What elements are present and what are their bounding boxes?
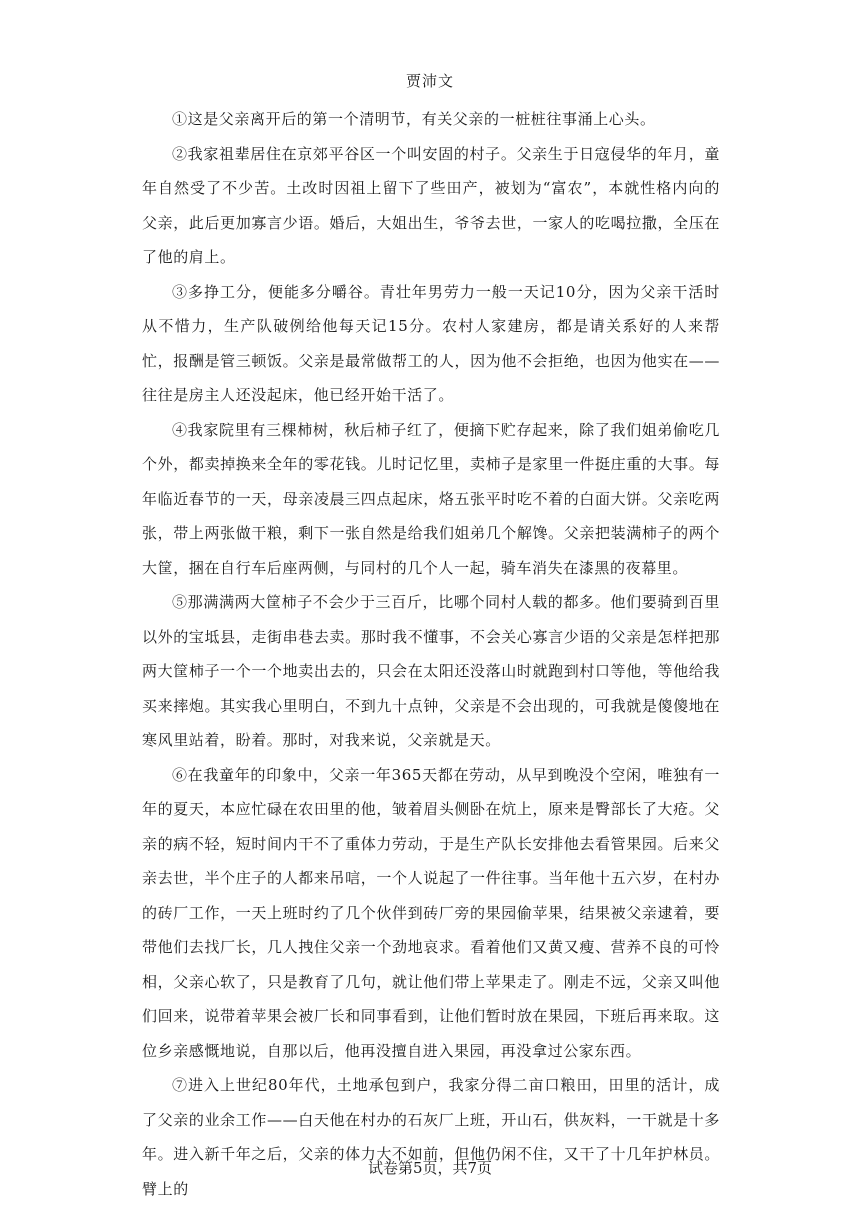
paragraph-7: ⑦进入上世纪80年代，土地承包到户，我家分得二亩口粮田，田里的活计，成了父亲的业余工作——白天他在村办的石灰厂上班，开山石，供灰料，一干就是十多年。进入新千年之后，父亲的体力大不如前，但他仍闲不住，又干了十几年护林员。臂上的 xyxy=(142,1076,720,1198)
article-author: 贾沛文 xyxy=(405,72,454,90)
paragraph-2: ②我家祖辈居住在京郊平谷区一个叫安固的村子。父亲生于日寇侵华的年月，童年自然受了不少苦。土改时因祖上留下了些田产，被划为“富农”，本就性格内向的父亲，此后更加寡言少语。婚后，大姐出生，爷爷去世，一家人的吃喝拉撒，全压在了他的肩上。 xyxy=(142,144,720,266)
paragraph-6: ⑥在我童年的印象中，父亲一年365天都在劳动，从早到晚没个空闲，唯独有一年的夏天，本应忙碌在农田里的他，皱着眉头侧卧在炕上，原来是臀部长了大疮。父亲的病不轻，短时间内干不了重体力劳动，于是生产队长安排他去看管果园。后来父亲去世，半个庄子的人都来吊唁，一个人说起了一件往事。当年他十五六岁，在村办的砖厂工作，一天上班时约了几个伙伴到砖厂旁的果园偷苹果，结果被父亲逮着，要带他们去找厂长，几人拽住父亲一个劲地哀求。看着他们又黄又瘦、营养不良的可怜相，父亲心软了，只是教育了几句，就让他们带上苹果走了。刚走不远，父亲又叫他们回来，说带着苹果会被厂长和同事看到，让他们暂时放在果园，下班后再来取。这位乡亲感慨地说，自那以后，他再没擅自进入果园，再没拿过公家东西。 xyxy=(142,765,720,1060)
article-body xyxy=(142,102,720,1206)
paragraph-1: ①这是父亲离开后的第一个清明节，有关父亲的一桩桩往事涌上心头。 xyxy=(172,110,656,128)
paragraph-3: ③多挣工分，便能多分嚼谷。青壮年男劳力一般一天记10分，因为父亲干活时从不惜力，生产队破例给他每天记15分。农村人家建房，都是请关系好的人来帮忙，报酬是管三顿饭。父亲是最常做帮工的人，因为他不会拒绝，也因为他实在——往往是房主人还没起床，他已经开始干活了。 xyxy=(142,282,720,404)
paragraph-4: ④我家院里有三棵柿树，秋后柿子红了，便摘下贮存起来，除了我们姐弟偷吃几个外，都卖掉换来全年的零花钱。儿时记忆里，卖柿子是家里一件挺庄重的大事。每年临近春节的一天，母亲凌晨三四点起床，烙五张平时吃不着的白面大饼。父亲吃两张，带上两张做干粮，剩下一张自然是给我们姐弟几个解馋。父亲把装满柿子的两个大筐，捆在自行车后座两侧，与同村的几个人一起，骑车消失在漆黑的夜幕里。 xyxy=(142,420,720,577)
paragraph-5: ⑤那满满两大筐柿子不会少于三百斤，比哪个同村人载的都多。他们要骑到百里以外的宝坻县，走街串巷去卖。那时我不懂事，不会关心寡言少语的父亲是怎样把那两大筐柿子一个一个地卖出去的，只会在太阳还没落山时就跑到村口等他，等他给我买来摔炮。其实我心里明白，不到九十点钟，父亲是不会出现的，可我就是傻傻地在寒风里站着，盼着。那时，对我来说，父亲就是天。 xyxy=(142,593,720,749)
page-footer: 试卷第5页，共7页 xyxy=(367,1159,493,1177)
